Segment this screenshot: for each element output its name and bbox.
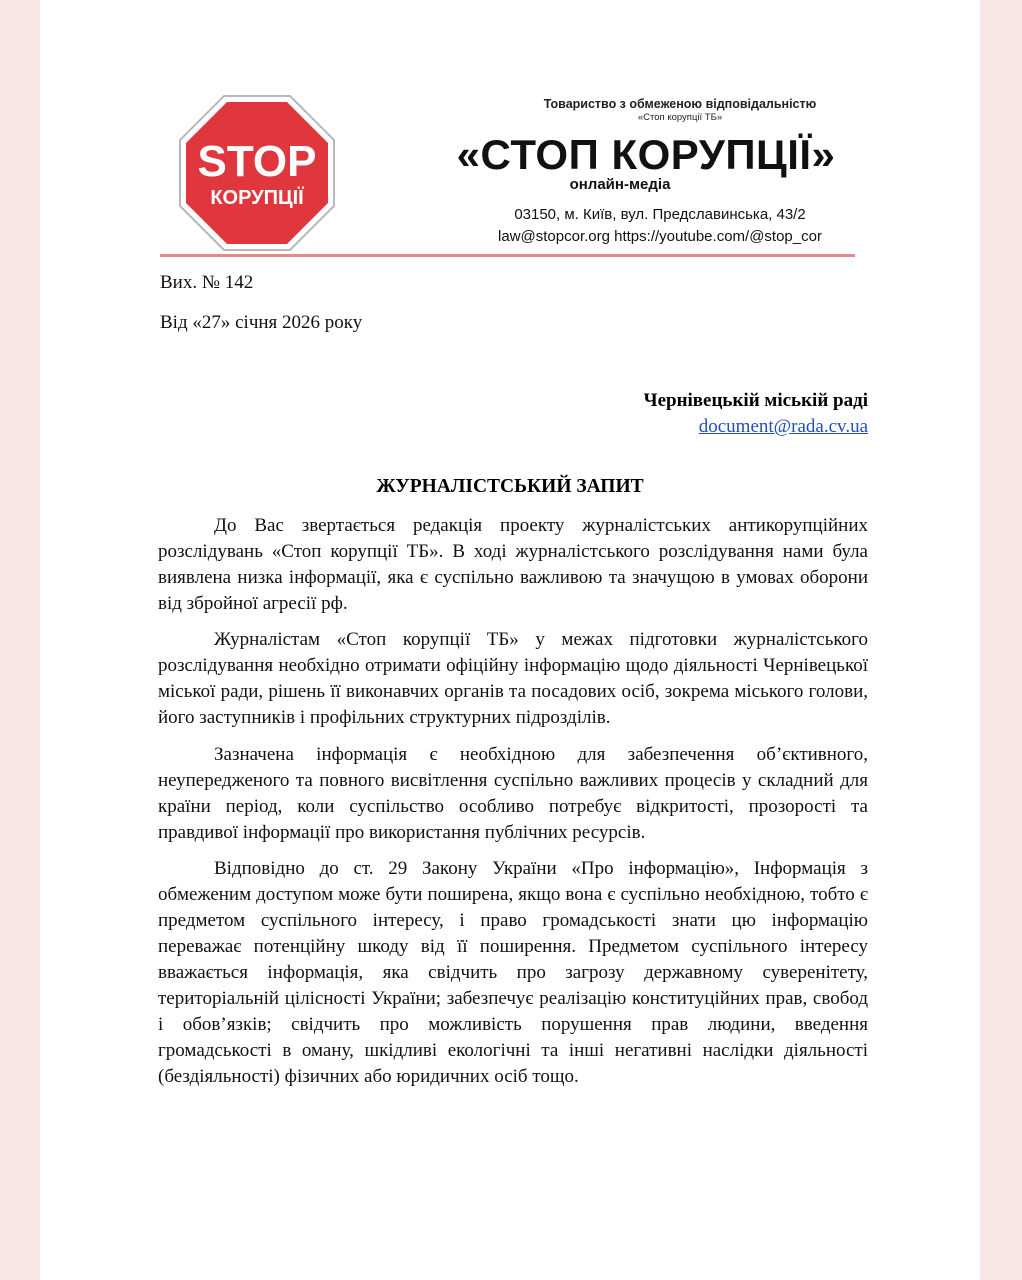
stop-corruption-logo bbox=[178, 94, 336, 252]
company-name: Товариство з обмеженою відповідальністю bbox=[543, 97, 817, 111]
recipient-name: Чернівецькій міській раді bbox=[643, 390, 868, 411]
logo-corruption-text: КОРУПЦІЇ bbox=[210, 187, 304, 209]
letter-body bbox=[158, 513, 868, 1100]
letter-date: Від «27» січня 2026 року bbox=[160, 312, 363, 333]
outgoing-number: Вих. № 142 bbox=[160, 272, 254, 293]
brand-tagline: онлайн-медіа bbox=[569, 176, 671, 193]
header-divider bbox=[160, 254, 855, 257]
brand-title: «СТОП КОРУПЦІЇ» bbox=[456, 131, 836, 178]
logo-stop-text: STOP bbox=[197, 137, 317, 186]
company-address-block bbox=[410, 204, 910, 248]
recipient-block bbox=[644, 388, 868, 440]
company-contacts: law@stopcor.org https://youtube.com/@stop_cor bbox=[498, 228, 822, 245]
paragraph-2: Журналістам «Стоп корупції ТБ» у межах підготовки журналістського розслідування необхідно отримати офіційну інформацію щодо діяльності Чернівецької міської ради, рішень її виконавчих органів та посадових осіб, зокрема міського голови, його заступників і профільних структурних підрозділів. bbox=[158, 629, 868, 728]
paragraph-3: Зазначена інформація є необхідною для забезпечення об’єктивного, неупередженого та повного висвітлення суспільно важливих процесів у складний для країни період, коли суспільство особливо потребує відкритості, прозорості та правдивої інформації про використання публічних ресурсів. bbox=[158, 744, 868, 843]
company-short-name: «Стоп корупції ТБ» bbox=[637, 112, 723, 123]
company-address: 03150, м. Київ, вул. Предславинська, 43/2 bbox=[514, 206, 806, 223]
recipient-email-link[interactable]: document@rada.cv.ua bbox=[698, 416, 868, 437]
document-page bbox=[40, 0, 980, 1280]
company-info bbox=[430, 96, 930, 124]
document-title: ЖУРНАЛІСТСЬКИЙ ЗАПИТ bbox=[376, 476, 644, 497]
paragraph-4: Відповідно до ст. 29 Закону України «Про інформацію», Інформація з обмеженим доступом може бути поширена, якщо вона є суспільно необхідною, тобто є предметом суспільного інтересу, і право громадськості знати цю інформацію переважає потенційну шкоду від її поширення. Предметом суспільного інтересу вважається інформація, яка свідчить про загрозу державному суверенітету, територіальній цілісності України; забезпечує реалізацію конституційних прав, свобод і обов’язків; свідчить про можливість порушення прав людини, введення громадськості в оману, шкідливі екологічні та інші негативні наслідки діяльності (бездіяльності) фізичних або юридичних осіб тощо. bbox=[158, 858, 868, 1087]
paragraph-1: До Вас звертається редакція проекту журналістських антикорупційних розслідувань «Стоп корупції ТБ». В ході журналістського розслідування нами була виявлена низка інформації, яка є суспільно важливою та значущою в умовах оборони від збройної агресії рф. bbox=[158, 515, 868, 614]
